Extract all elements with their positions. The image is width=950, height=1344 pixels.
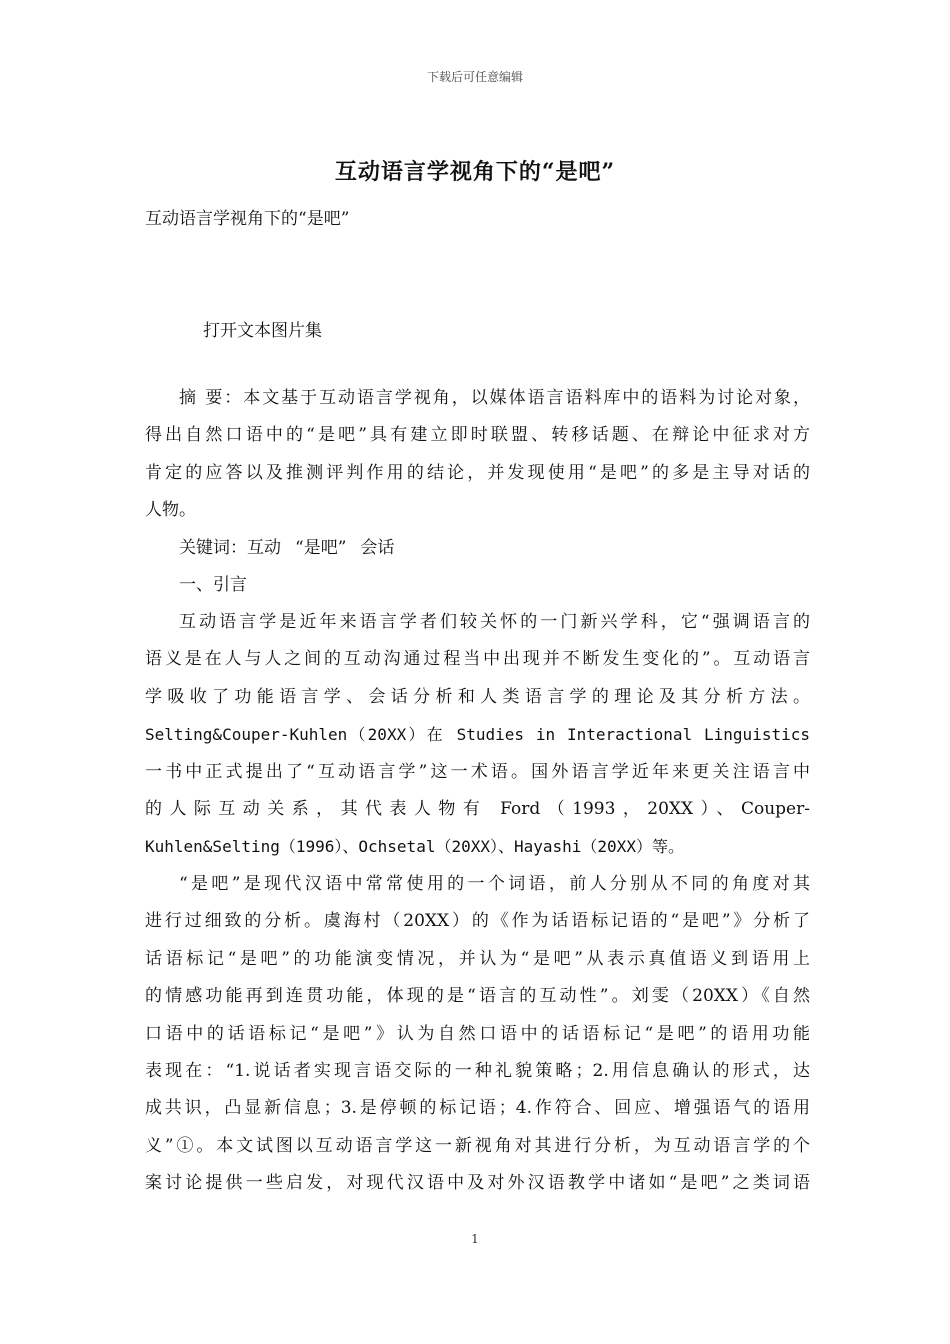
document-subtitle: 互动语言学视角下的“是吧”: [145, 209, 350, 229]
paragraph-line: 一书中正式提出了“互动语言学”这一术语。国外语言学近年来更关注语言中: [145, 761, 810, 782]
abstract-line: 肯定的应答以及推测评判作用的结论，并发现使用“是吧”的多是主导对话的: [145, 462, 810, 483]
paragraph-line: 进行过细致的分析。虞海村（20XX）的《作为话语标记语的“是吧”》分析了: [145, 911, 810, 932]
paragraph-line: 表现在：“1.说话者实现言语交际的一种礼貌策略；2.用信息确认的形式，达: [145, 1061, 810, 1082]
keyword-term: 互动: [247, 538, 281, 558]
paragraph-line: Selting&Couper-Kuhlen（20XX）在 Studies in Interactional Linguistics: [145, 725, 810, 745]
paragraph-line: 案讨论提供一些启发，对现代汉语中及对外汉语教学中诸如“是吧”之类词语: [145, 1173, 810, 1194]
paragraph-line: 话语标记“是吧”的功能演变情况，并认为“是吧”从表示真值语义到语用上: [145, 948, 810, 969]
keyword-term: 会话: [360, 538, 395, 558]
paragraph-line: 义”①。本文试图以互动语言学这一新视角对其进行分析，为互动语言学的个: [145, 1135, 810, 1156]
paragraph-line: 互动语言学是近年来语言学者们较关怀的一门新兴学科，它“强调语言的: [179, 612, 810, 632]
paragraph-line: 成共识，凸显新信息；3.是停顿的标记语；4.作符合、回应、增强语气的语用: [145, 1098, 810, 1119]
keywords-line: [145, 530, 810, 567]
page-number: 1: [471, 1232, 479, 1246]
paragraph-line: 语义是在人与人之间的互动沟通过程当中出现并不断发生变化的”。互动语言: [145, 649, 810, 670]
intro-paragraph-1: [145, 604, 810, 866]
abstract-line: 摘 要：本文基于互动语言学视角，以媒体语言语料库中的语料为讨论对象，: [179, 388, 810, 408]
paragraph-line: Kuhlen&Selting（1996）、Ochsetal（20XX）、Hayashi（20XX）等。: [145, 837, 684, 857]
keywords-label: 关键词：: [179, 538, 247, 558]
document-title: 互动语言学视角下的“是吧”: [334, 159, 616, 185]
paragraph-line: 口语中的话语标记“是吧”》认为自然口语中的话语标记“是吧”的语用功能: [145, 1023, 810, 1044]
paragraph-line: 的人际互动关系，其代表人物有 Ford（1993，20XX）、Couper-: [145, 799, 810, 820]
abstract-paragraph: [145, 380, 810, 530]
section-heading-text: 一、引言: [179, 575, 247, 595]
open-image-gallery-link[interactable]: 打开文本图片集: [203, 321, 322, 341]
abstract-line: 人物。: [145, 500, 196, 521]
abstract-line: 得出自然口语中的“是吧”具有建立即时联盟、转移话题、在辩论中征求对方: [145, 425, 810, 446]
intro-paragraph-2: [145, 866, 810, 1203]
keyword-term: “是吧”: [295, 538, 347, 558]
paragraph-line: 学吸收了功能语言学、会话分析和人类语言学的理论及其分析方法。: [145, 686, 810, 707]
paragraph-line: 的情感功能再到连贯功能，体现的是“语言的互动性”。刘雯（20XX）《自然: [145, 986, 810, 1007]
section-heading: [145, 567, 810, 604]
header-note: 下载后可任意编辑: [426, 70, 523, 84]
paragraph-line: “是吧”是现代汉语中常常使用的一个词语，前人分别从不同的角度对其: [179, 874, 810, 894]
